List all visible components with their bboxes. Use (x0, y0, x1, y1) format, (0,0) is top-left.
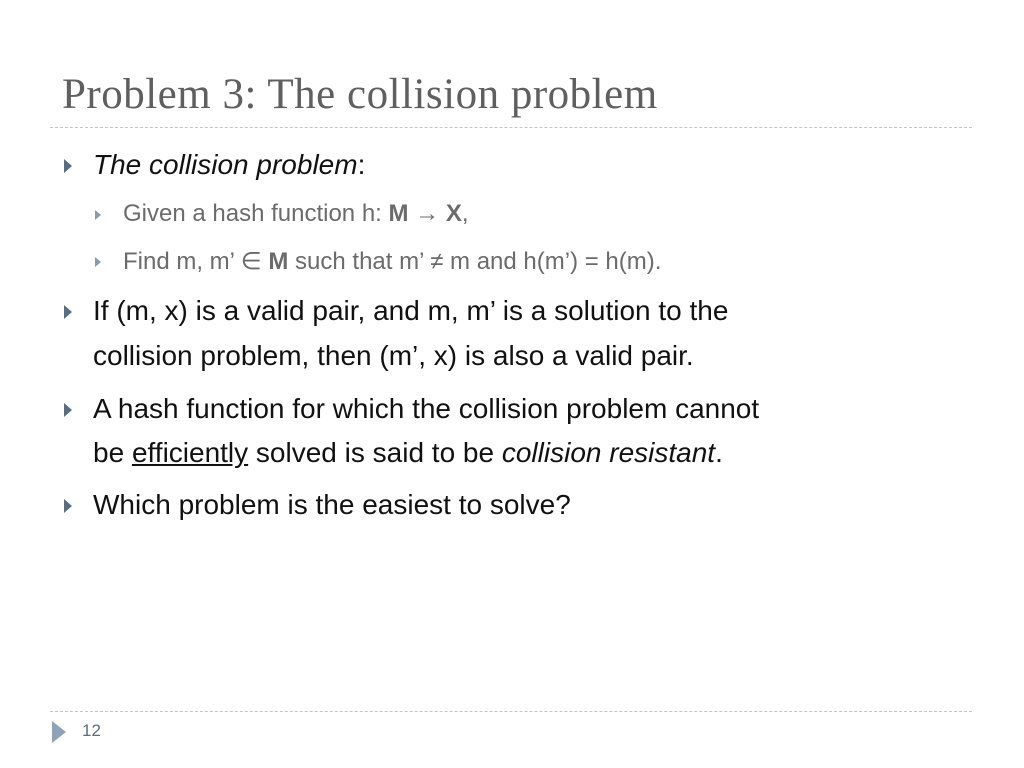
bullet-collision-problem: The collision problem: (93, 149, 366, 180)
set-x: X (445, 200, 462, 227)
bullet-icon (64, 305, 72, 319)
bullet-icon (64, 499, 72, 513)
bullet-valid-pair-line1: If (m, x) is a valid pair, and m, m’ is a solution to the (93, 295, 729, 326)
title-divider (50, 127, 972, 128)
bullet-icon (64, 159, 72, 173)
slide-title: Problem 3: The collision problem (62, 71, 658, 118)
term-efficiently: efficiently (131, 437, 249, 468)
bullet-easiest-question: Which problem is the easiest to solve? (93, 489, 571, 520)
term-collision-problem: The collision problem (93, 149, 358, 180)
term-collision-resistant: collision resistant (501, 437, 716, 468)
bullet-icon (64, 403, 72, 417)
page-number: 12 (82, 721, 101, 740)
sub-bullet-given-hash: Given a hash function h: M → X, (123, 200, 469, 227)
sub-bullet-icon (95, 210, 101, 220)
triangle-nav-icon[interactable] (52, 721, 66, 743)
element-of-symbol: ∈ (240, 248, 262, 275)
set-m: M (388, 200, 409, 227)
set-m: M (268, 248, 289, 275)
footer-divider (50, 711, 972, 712)
arrow-symbol: → (415, 200, 440, 227)
bullet-valid-pair-line2: collision problem, then (m’, x) is also a valid pair. (93, 340, 694, 371)
bullet-resistant-line1: A hash function for which the collision problem cannot (93, 393, 760, 424)
bullet-resistant-line2: be efficiently solved is said to be collision resistant. (93, 437, 723, 468)
sub-bullet-icon (95, 257, 101, 267)
sub-bullet-find-collision: Find m, m’ ∈ M such that m’ ≠ m and h(m’) = h(m). (123, 248, 662, 275)
